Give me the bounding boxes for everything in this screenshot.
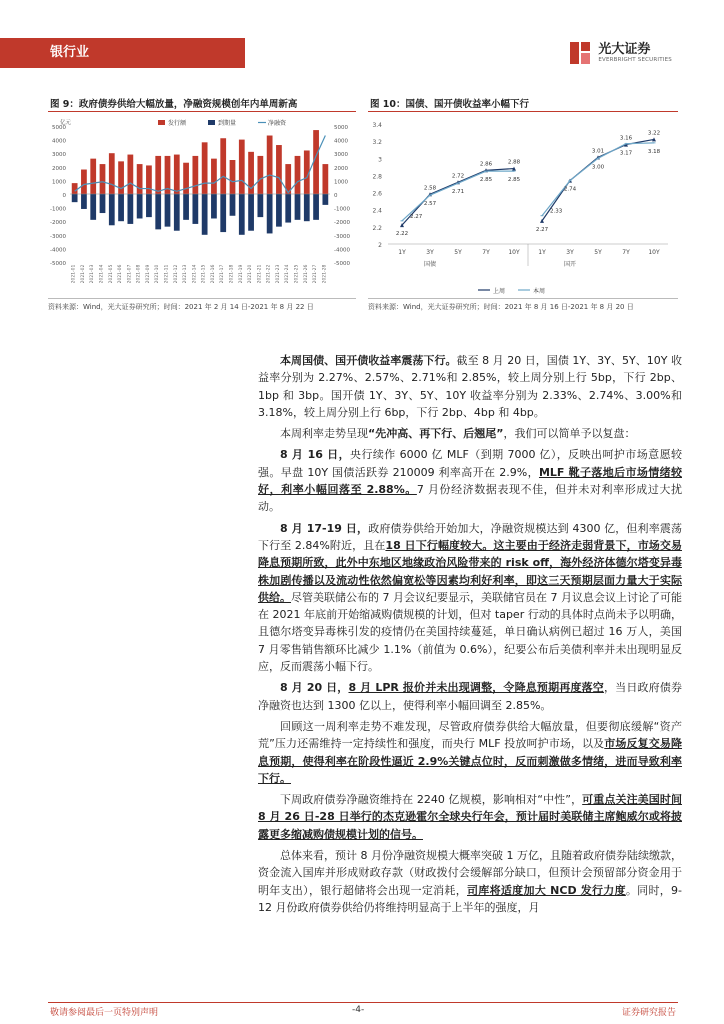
fig10-xtick: 7Y xyxy=(482,249,490,256)
fig10-xtick: 3Y xyxy=(426,249,434,256)
fig9-xtick: 2021-14 xyxy=(192,264,198,284)
fig9-xtick: 2021-15 xyxy=(201,264,207,284)
p2-bold: “先冲高、再下行、后翘尾” xyxy=(368,427,504,441)
fig9-bar-maturity xyxy=(322,194,328,205)
fig9-xtick: 2021-22 xyxy=(266,264,272,284)
fig9-xtick: 2021-08 xyxy=(136,264,142,284)
brand-logo xyxy=(570,38,672,68)
fig9-bar-maturity xyxy=(313,194,319,220)
fig9-xtick: 2021-05 xyxy=(108,264,114,284)
fig9-bar-issuance xyxy=(109,153,115,194)
fig9-bar-maturity xyxy=(239,194,245,235)
paragraph-2 xyxy=(258,425,682,442)
p8-text2: 。同时，9-12 月份政府债券供给仍将维持明显高于上半年的强度，月 xyxy=(258,883,682,914)
fig9-xtick: 2021-04 xyxy=(99,264,105,284)
paragraph-4 xyxy=(258,520,682,676)
p8-text1: 总体来看，预计 8 月份净融资规模大概率突破 1 万亿，且随着政府债券陆续缴款，资金流入国库并形成财政存款（财政拨付会缓解部分缺口，但预计会预留部分资金用于明年支出），银行超储将会出现一定消耗， xyxy=(258,849,682,897)
fig9-bar-maturity xyxy=(304,194,310,221)
fig9-ytick-right: 5000 xyxy=(334,125,348,131)
fig9-bar-issuance xyxy=(257,156,263,194)
fig9-legend-swatch xyxy=(158,120,165,125)
fig9-ytick-right: -2000 xyxy=(334,220,350,227)
fig10-ytick: 2.8 xyxy=(372,173,382,181)
fig10-marker-this-week xyxy=(653,142,656,143)
fig9-ytick-left: 3000 xyxy=(52,152,66,159)
page-number: -4- xyxy=(352,1005,365,1015)
p3-underline: MLF 靴子落地后市场情绪较好，利率小幅回落至 2.88%。 xyxy=(258,465,682,497)
fig9-ytick-right: 2000 xyxy=(334,165,348,172)
fig9-xtick: 2021-17 xyxy=(220,264,226,284)
p2-text: 本周利率走势呈现 xyxy=(280,427,368,441)
fig10-marker-this-week xyxy=(597,158,600,159)
fig9-xtick: 2021-16 xyxy=(210,264,216,284)
fig9-legend-swatch xyxy=(208,120,215,125)
p3-text2: 7 月份经济数据表现不佳，但并未对利率形成过大扰动。 xyxy=(258,483,682,514)
fig9-bar-maturity xyxy=(202,194,208,235)
fig10-xtick: 10Y xyxy=(648,249,660,256)
fig10-xtick: 3Y xyxy=(566,249,574,256)
fig9-bar-issuance xyxy=(267,136,273,194)
fig9-bar-issuance xyxy=(192,156,198,194)
fig10-xtick: 5Y xyxy=(454,249,462,256)
fig10-marker-this-week xyxy=(513,171,516,172)
fig9-bar-maturity xyxy=(276,194,282,227)
fig10-ytick: 2.2 xyxy=(372,224,382,232)
fig9-ytick-left: 2000 xyxy=(52,165,66,172)
fig9-bar-maturity xyxy=(81,194,87,209)
fig9-bar-issuance xyxy=(174,155,180,194)
fig10-data-label: 2.57 xyxy=(423,201,437,208)
fig9-xtick: 2021-19 xyxy=(238,264,244,284)
fig9-xtick: 2021-28 xyxy=(322,264,328,284)
fig9-bar-maturity xyxy=(118,194,124,221)
fig10-data-label: 2.86 xyxy=(479,161,493,168)
footer-report-type: 证券研究报告 xyxy=(621,1008,676,1018)
fig10-title: 图 10：国债、国开债收益率小幅下行 xyxy=(370,99,530,110)
fig9-xtick: 2021-23 xyxy=(275,264,281,284)
fig9-bar-maturity xyxy=(257,194,263,217)
paragraph-5 xyxy=(258,679,682,714)
fig9-bar-issuance xyxy=(81,170,87,194)
p8-underline: 司库将适度加大 NCD 发行力度 xyxy=(467,883,626,897)
fig10-data-label: 3.22 xyxy=(647,130,661,137)
fig9-bar-maturity xyxy=(285,194,291,223)
fig9-bar-issuance xyxy=(220,138,226,194)
p2-tail: ，我们可以简单予以复盘： xyxy=(503,427,636,441)
fig10-chart xyxy=(368,114,678,298)
p7-text: 下周政府债券净融资维持在 2240 亿规模，影响相对“中性”， xyxy=(280,793,583,807)
fig9-ytick-left: 1000 xyxy=(52,179,66,186)
fig9-bar-maturity xyxy=(72,194,78,202)
fig10-data-label: 2.33 xyxy=(550,208,563,215)
fig10-xtick: 7Y xyxy=(622,249,630,256)
fig9-bar-maturity xyxy=(192,194,198,224)
fig9-bar-maturity xyxy=(295,194,301,220)
fig9-xtick: 2021-01 xyxy=(71,264,77,284)
fig10-xtick: 10Y xyxy=(508,249,520,256)
fig9-bar-maturity xyxy=(137,194,143,218)
p5-text: ，当日政府债券净融资也达到 1300 亿以上，使得利率小幅回调至 2.85%。 xyxy=(258,681,683,712)
fig9-bar-issuance xyxy=(295,156,301,194)
fig9-source-rule xyxy=(48,298,356,299)
fig10-data-label: 2.88 xyxy=(507,159,521,166)
fig9-bar-issuance xyxy=(72,183,78,194)
fig9-xtick: 2021-07 xyxy=(127,264,133,284)
fig10-data-label: 3.00 xyxy=(591,164,605,171)
fig9-ytick-left: -4000 xyxy=(50,247,66,254)
fig9-xtick: 2021-18 xyxy=(229,264,235,284)
fig10-xtick: 5Y xyxy=(594,249,602,256)
p3-bold: 8 月 16 日， xyxy=(280,448,351,462)
fig9-ytick-right: 1000 xyxy=(334,179,348,186)
fig10-marker-this-week xyxy=(569,180,572,181)
fig9-bar-maturity xyxy=(174,194,180,231)
fig10-svg xyxy=(368,114,678,298)
fig9-legend-label: 发行额 xyxy=(168,120,187,127)
fig9-bar-maturity xyxy=(127,194,133,224)
fig10-ytick: 3 xyxy=(378,156,382,164)
fig10-ytick: 2.6 xyxy=(372,190,382,198)
p1-bold: 本周国债、国开债收益率震荡下行。 xyxy=(280,354,457,367)
fig10-ytick: 3.2 xyxy=(372,139,382,147)
fig9-bar-issuance xyxy=(239,140,245,194)
fig10-data-label: 2.85 xyxy=(479,177,493,184)
paragraph-1 xyxy=(258,352,682,421)
fig9-xtick: 2021-02 xyxy=(80,264,86,284)
fig9-xtick: 2021-12 xyxy=(173,264,179,284)
fig9-ytick-right: -4000 xyxy=(334,247,350,254)
fig10-source: 资料来源：Wind，光大证券研究所；时间：2021 年 8 月 16 日-2021 年 8 月 20 日 xyxy=(368,303,634,311)
fig9-ytick-left: 5000 xyxy=(52,125,66,131)
fig9-xtick: 2021-20 xyxy=(248,264,254,284)
fig9-xtick: 2021-09 xyxy=(145,264,151,284)
fig10-group-label: 国开 xyxy=(563,261,577,268)
section-label: 银行业 xyxy=(0,38,245,68)
fig9-bar-issuance xyxy=(202,142,208,194)
paragraph-6 xyxy=(258,718,682,787)
fig10-data-label: 3.01 xyxy=(591,148,605,155)
page-header xyxy=(0,38,724,68)
fig9-bar-maturity xyxy=(90,194,96,220)
fig10-data-label: 2.27 xyxy=(410,213,423,220)
fig10-marker-this-week xyxy=(429,195,432,196)
body-text xyxy=(258,352,682,920)
fig9-xtick: 2021-11 xyxy=(164,264,170,284)
fig9-xtick: 2021-21 xyxy=(257,264,263,284)
fig10-data-label: 2.85 xyxy=(507,177,521,184)
fig9-bar-issuance xyxy=(211,159,217,194)
fig10-data-label: 3.16 xyxy=(619,135,633,142)
fig9-ytick-right: -3000 xyxy=(334,233,350,240)
fig9-bar-maturity xyxy=(183,194,189,220)
fig10-group-label: 国债 xyxy=(423,261,437,268)
fig9-xtick: 2021-10 xyxy=(155,264,161,284)
fig9-bar-issuance xyxy=(248,152,254,194)
fig10-xtick: 1Y xyxy=(538,249,546,256)
fig9-xtick: 2021-13 xyxy=(183,264,189,284)
p4-bold: 8 月 17-19 日， xyxy=(280,521,369,535)
fig9-bar-issuance xyxy=(127,155,133,194)
fig9-bar-issuance xyxy=(90,159,96,194)
fig9-ytick-left: -3000 xyxy=(50,233,66,240)
fig9-bar-issuance xyxy=(137,164,143,194)
fig10-marker-this-week xyxy=(401,220,404,221)
fig9-chart xyxy=(48,114,356,298)
p5-bold: 8 月 20 日， xyxy=(280,681,349,695)
p3-text1: 央行续作 6000 亿 MLF（到期 7000 亿），反映出呵护市场意愿较强。早盘 10Y 国债活跃券 210009 利率高开在 2.9%， xyxy=(258,448,683,479)
fig10-marker-this-week xyxy=(457,183,460,184)
fig9-xtick: 2021-25 xyxy=(294,264,300,284)
fig10-data-label: 2.71 xyxy=(451,189,465,196)
fig9-bar-maturity xyxy=(248,194,254,231)
fig9-source: 资料来源：Wind，光大证券研究所；时间：2021 年 2 月 14 日-2021 年 8 月 22 日 xyxy=(48,303,314,311)
fig9-bar-maturity xyxy=(146,194,152,217)
paragraph-8 xyxy=(258,847,682,916)
logo-name: 光大证券 xyxy=(598,42,651,57)
p4-text2: 尽管美联储公布的 7 月会议纪要显示，美联储官员在 7 月议息会议上讨论了可能在 2021 年底前开始缩减购债规模的计划，但对 taper 行动的具体时点尚未予以明确，且德尔塔变异毒株引发的疫情仍在美国持续蔓延，单日确认病例已超过 16 万人，美国 7 月零售销售额环比减少 1.1%（前值为 0.6%），纪要公布后美债利率并未出现明显反应，反而震荡小幅下行。 xyxy=(258,590,683,674)
fig9-ytick-right: 3000 xyxy=(334,152,348,159)
fig9-bar-maturity xyxy=(267,194,273,233)
fig9-xtick: 2021-03 xyxy=(90,264,96,284)
fig10-data-label: 2.74 xyxy=(563,186,577,193)
footer-rule xyxy=(48,1002,678,1003)
fig10-rule xyxy=(368,111,678,112)
fig9-bar-maturity xyxy=(211,194,217,218)
paragraph-7 xyxy=(258,791,682,843)
p4-underline: 18 日下行幅度较大。这主要由于经济走弱背景下，市场交易降息预期所致，此外中东地区地缘政治风险带来的 risk off，海外经济体德尔塔变异毒株加剧传播以及流动性依然偏宽松等因素均利好利率，即这三天预期层面力量大于实际供给。 xyxy=(258,538,682,604)
fig10-data-label: 3.17 xyxy=(619,150,633,157)
fig9-bar-issuance xyxy=(276,145,282,194)
fig9-unit: 亿元 xyxy=(60,120,72,126)
fig9-legend-label: 净融资 xyxy=(268,120,287,127)
fig9-xtick: 2021-06 xyxy=(118,264,124,284)
p5-underline: 8 月 LPR 报价并未出现调整，令降息预期再度落空 xyxy=(348,681,604,695)
fig9-ytick-left: -5000 xyxy=(50,261,66,267)
fig10-marker-this-week xyxy=(485,171,488,172)
fig10-xtick: 1Y xyxy=(398,249,406,256)
fig9-rule xyxy=(48,111,356,112)
fig9-bar-maturity xyxy=(220,194,226,232)
fig9-bar-maturity xyxy=(155,194,161,229)
paragraph-3 xyxy=(258,446,682,515)
fig9-bar-issuance xyxy=(322,164,328,194)
logo-mark-icon xyxy=(570,40,592,66)
fig9-svg xyxy=(48,114,356,298)
fig9-ytick-left: 4000 xyxy=(52,138,66,145)
fig10-data-label: 2.72 xyxy=(451,173,465,180)
fig9-bar-maturity xyxy=(165,194,171,227)
p4-text1: 政府债券供给开始加大，净融资规模达到 4300 亿，但利率震荡下行至 2.84%附近，且在 xyxy=(258,521,682,552)
fig9-ytick-right: 4000 xyxy=(334,138,348,145)
fig9-ytick-right: -5000 xyxy=(334,261,350,267)
fig10-legend-label: 上周 xyxy=(493,288,506,295)
fig10-marker-this-week xyxy=(625,143,628,144)
p6-text1: 回顾这一周利率走势不难发现，尽管政府债券供给大幅放量，但要彻底缓解“资产荒”压力还需维持一定持续性和强度，而央行 MLF 投放呵护市场，以及 xyxy=(258,719,682,751)
p6-underline: 市场反复交易降息预期，使得利率在阶段性逼近 2.9%关键点位时，反而刺激做多情绪，进而导致利率下行。 xyxy=(258,737,683,785)
p1-text: 截至 8 月 20 日，国债 1Y、3Y、5Y、10Y 收益率分别为 2.27%、2.57%、2.71%和 2.85%，较上周分别上行 5bp，下行 2bp、1bp 和 3bp。国开债 1Y、3Y、5Y、10Y 收益率分别为 2.33%、2.74%、3.00%和 3.18%，较上周分别上行 6bp，下行 2bp、4bp 和 4bp。 xyxy=(258,354,682,419)
fig9-ytick-left: 0 xyxy=(62,193,66,199)
fig10-data-label: 3.18 xyxy=(647,148,661,155)
fig9-xtick: 2021-24 xyxy=(285,264,291,284)
fig10-ytick: 3.4 xyxy=(372,122,382,129)
logo-english: EVERBRIGHT SECURITIES xyxy=(598,57,672,63)
p7-underline: 可重点关注美国时间 8 月 26 日-28 日举行的杰克逊霍尔全球央行年会，预计届时美联储主席鲍威尔或将披露更多缩减购债规模计划的信号。 xyxy=(258,793,682,841)
fig10-source-rule xyxy=(368,298,678,299)
fig10-data-label: 2.27 xyxy=(535,226,549,233)
fig9-bar-issuance xyxy=(155,156,161,194)
fig9-ytick-right: 0 xyxy=(334,193,338,199)
fig10-legend-label: 本周 xyxy=(533,288,546,295)
fig10-data-label: 2.22 xyxy=(395,231,409,238)
fig9-ytick-left: -2000 xyxy=(50,220,66,227)
fig10-ytick: 2 xyxy=(378,242,382,249)
fig9-bar-maturity xyxy=(109,194,115,225)
fig10-marker-this-week xyxy=(541,215,544,216)
fig9-bar-maturity xyxy=(100,194,106,213)
fig9-bar-issuance xyxy=(100,164,106,194)
fig10-data-label: 2.58 xyxy=(423,185,437,192)
fig9-title: 图 9：政府债券供给大幅放量，净融资规模创年内单周新高 xyxy=(50,99,298,110)
footer-disclaimer-link[interactable]: 敬请参阅最后一页特别声明 xyxy=(50,1008,159,1018)
fig9-legend-label: 到期量 xyxy=(218,120,237,127)
fig10-ytick: 2.4 xyxy=(372,207,382,215)
fig9-ytick-left: -1000 xyxy=(50,206,66,213)
fig9-bar-issuance xyxy=(230,160,236,194)
fig9-xtick: 2021-27 xyxy=(313,264,319,284)
fig9-xtick: 2021-26 xyxy=(303,264,309,284)
fig9-ytick-right: -1000 xyxy=(334,206,350,213)
fig9-bar-maturity xyxy=(230,194,236,216)
